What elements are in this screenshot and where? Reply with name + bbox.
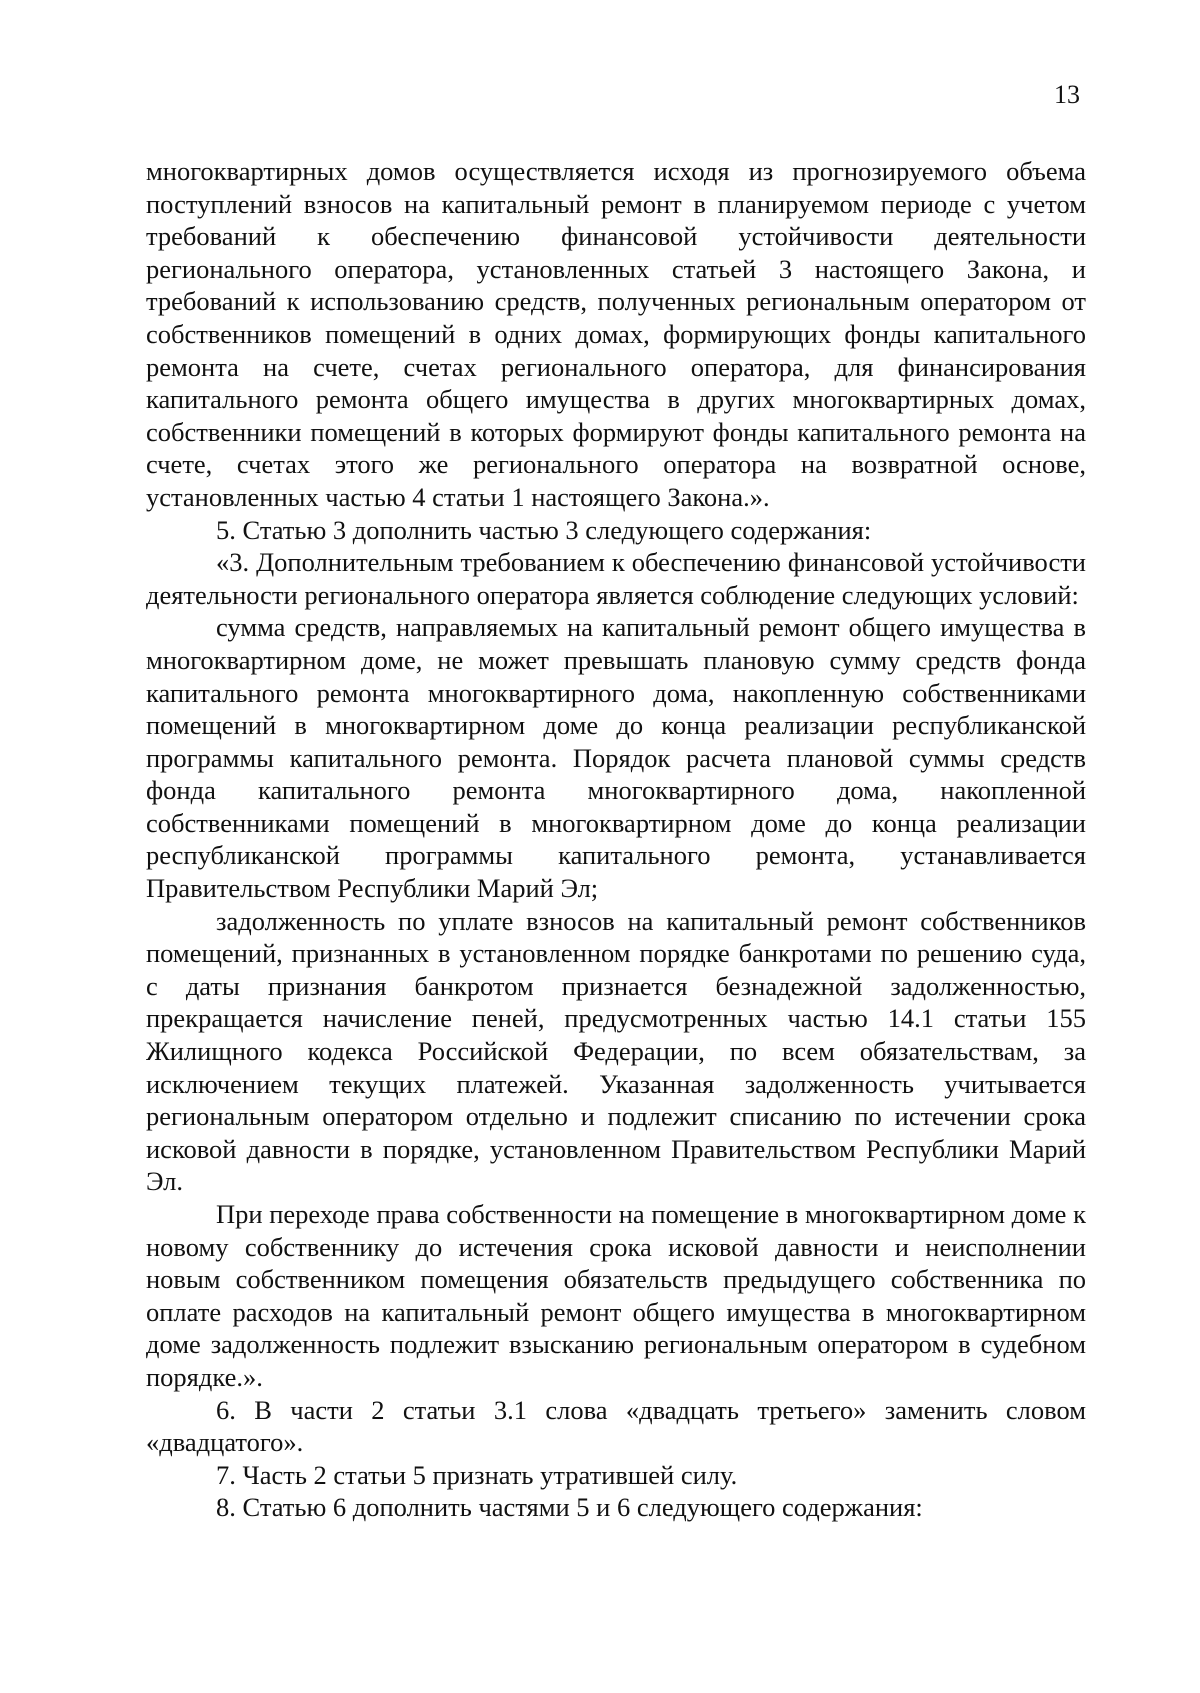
paragraph-item-6: 6. В части 2 статьи 3.1 слова «двадцать третьего» заменить словом «двадцатого». [146,1394,1086,1458]
paragraph-item-5: 5. Статью 3 дополнить частью 3 следующего содержания: [216,514,872,545]
paragraph-ownership-transfer: При переходе права собственности на помещение в многоквартирном доме к новому собственнику до истечения срока исковой давности и неисполнении новым собственником помещения обязательств предыдущего собственника по оплате расходов на капитальный ремонт общего имущества в многоквартирном доме задолженность подлежит взысканию региональным оператором в судебном порядке.». [146,1199,1086,1392]
document-body [146,155,1086,1524]
paragraph-item-7: 7. Часть 2 статьи 5 признать утратившей силу. [216,1459,738,1490]
paragraph-condition-sum: сумма средств, направляемых на капитальный ремонт общего имущества в многоквартирном доме, не может превышать плановую сумму средств фонда капитального ремонта многоквартирного дома, накопленную собственниками помещений в многоквартирном доме до конца реализации республиканской программы капитального ремонта. Порядок расчета плановой суммы средств фонда капитального ремонта многоквартирного дома, накопленной собственниками помещений в многоквартирном доме до конца реализации республиканской программы капитального ремонта, устанавливается Правительством Республики Марий Эл; [146,612,1086,904]
paragraph-continuation: многоквартирных домов осуществляется исходя из прогнозируемого объема поступлений взносов на капитальный ремонт в планируемом периоде с учетом требований к обеспечению финансовой устойчивости деятельности регионального оператора, установленных статьей 3 настоящего Закона, и требований к использованию средств, полученных региональным оператором от собственников помещений в одних домах, формирующих фонды капитального ремонта на счете, счетах регионального оператора, для финансирования капитального ремонта общего имущества в других многоквартирных домах, собственники помещений в которых формируют фонды капитального ремонта на счете, счетах этого же регионального оператора на возвратной основе, установленных частью 4 статьи 1 настоящего Закона.». [146,156,1086,512]
paragraph-item-8: 8. Статью 6 дополнить частями 5 и 6 следующего содержания: [216,1492,923,1523]
paragraph-quoted-part-3: «3. Дополнительным требованием к обеспечению финансовой устойчивости деятельности регионального оператора является соблюдение следующих условий: [146,547,1086,610]
paragraph-condition-debt: задолженность по уплате взносов на капитальный ремонт собственников помещений, признанных в установленном порядке банкротами по решению суда, с даты признания банкротом признается безнадежной задолженностью, прекращается начисление пеней, предусмотренных частью 14.1 статьи 155 Жилищного кодекса Российской Федерации, по всем обязательствам, за исключением текущих платежей. Указанная задолженность учитывается региональным оператором отдельно и подлежит списанию по истечении срока исковой давности в порядке, установленном Правительством Республики Марий Эл. [146,905,1086,1197]
page-number: 13 [1054,80,1080,109]
